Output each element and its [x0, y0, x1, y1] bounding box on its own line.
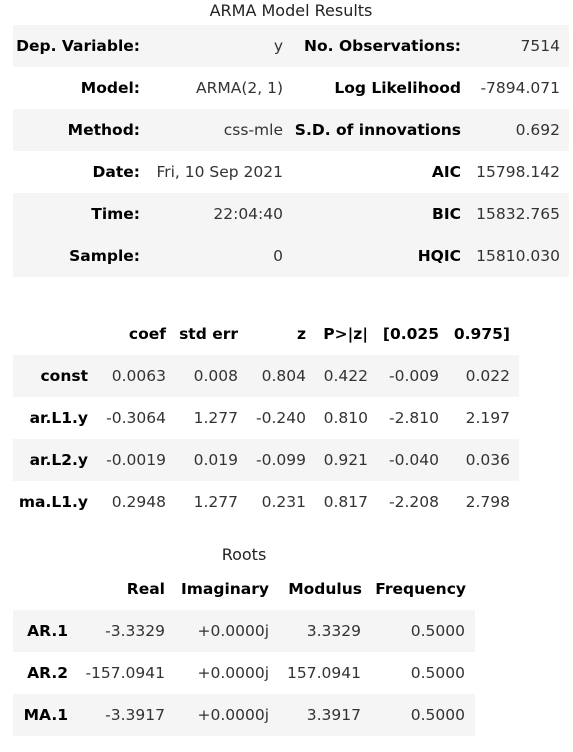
coef-header: [0.025 — [382, 325, 439, 343]
coef-cell: 0.0063 — [111, 367, 166, 385]
summary-label: HQIC — [417, 247, 461, 265]
summary-value: 22:04:40 — [213, 205, 283, 223]
summary-label: Date: — [92, 163, 140, 181]
roots-header: Modulus — [288, 580, 362, 598]
roots-header: Real — [126, 580, 165, 598]
summary-label: Sample: — [69, 247, 140, 265]
coef-cell: -2.810 — [389, 409, 439, 427]
summary-value: y — [273, 37, 283, 55]
table-row — [13, 694, 475, 736]
table-row — [13, 439, 519, 481]
coef-header: coef — [128, 325, 166, 343]
summary-label: No. Observations: — [304, 37, 461, 55]
root-cell: 3.3917 — [306, 706, 361, 724]
roots-header: Imaginary — [180, 580, 269, 598]
root-cell: -3.3329 — [105, 622, 165, 640]
coef-cell: 0.019 — [193, 451, 238, 469]
root-cell: +0.0000j — [197, 706, 269, 724]
root-cell: 0.5000 — [410, 664, 465, 682]
summary-value: css-mle — [223, 121, 283, 139]
summary-value: 0 — [273, 247, 283, 265]
summary-label: Time: — [91, 205, 140, 223]
summary-label: Model: — [80, 79, 140, 97]
summary-label: Log Likelihood — [334, 79, 461, 97]
summary-label: BIC — [432, 205, 461, 223]
root-cell: 0.5000 — [410, 622, 465, 640]
summary-value: ARMA(2, 1) — [195, 79, 283, 97]
coef-name: const — [40, 367, 88, 385]
table-row — [13, 397, 519, 439]
coef-cell: -0.040 — [389, 451, 439, 469]
coef-cell: 0.022 — [465, 367, 510, 385]
root-cell: +0.0000j — [197, 664, 269, 682]
coef-cell: 0.921 — [323, 451, 368, 469]
summary-label: Method: — [67, 121, 140, 139]
summary-label: AIC — [431, 163, 461, 181]
summary-value: 15832.765 — [476, 205, 560, 223]
root-cell: -3.3917 — [105, 706, 165, 724]
coef-cell: -2.208 — [389, 493, 439, 511]
root-cell: +0.0000j — [197, 622, 269, 640]
coef-header: std err — [179, 325, 238, 343]
root-cell: 157.0941 — [287, 664, 361, 682]
table-row — [13, 610, 475, 652]
summary-value: Fri, 10 Sep 2021 — [156, 163, 283, 181]
summary-value: 15798.142 — [476, 163, 560, 181]
summary-row — [13, 109, 569, 151]
table-row — [13, 355, 519, 397]
summary-label: Dep. Variable: — [16, 37, 140, 55]
table-row — [13, 652, 475, 694]
coef-cell: 2.197 — [465, 409, 510, 427]
coef-name: ma.L1.y — [18, 493, 88, 511]
coef-cell: -0.0019 — [106, 451, 166, 469]
coef-cell: 2.798 — [465, 493, 510, 511]
coef-cell: -0.099 — [256, 451, 306, 469]
coef-cell: 0.422 — [323, 367, 368, 385]
summary-value: 15810.030 — [476, 247, 560, 265]
summary-value: 7514 — [520, 37, 560, 55]
coef-cell: 0.804 — [261, 367, 306, 385]
summary-caption: ARMA Model Results — [209, 1, 373, 20]
root-name: AR.2 — [27, 664, 68, 682]
root-cell: -157.0941 — [85, 664, 165, 682]
summary-row — [13, 67, 569, 109]
root-cell: 0.5000 — [410, 706, 465, 724]
coef-cell: -0.009 — [389, 367, 439, 385]
summary-row — [13, 193, 569, 235]
table-row — [13, 481, 519, 523]
root-name: MA.1 — [23, 706, 68, 724]
summary-row — [13, 235, 569, 277]
roots-header: Frequency — [375, 580, 466, 598]
root-cell: 3.3329 — [306, 622, 361, 640]
summary-value: 0.692 — [515, 121, 560, 139]
coef-cell: -0.240 — [256, 409, 306, 427]
coef-name: ar.L1.y — [29, 409, 88, 427]
coef-header: z — [296, 325, 306, 343]
coef-cell: 0.810 — [323, 409, 368, 427]
coef-cell: 1.277 — [193, 409, 238, 427]
coef-cell: 0.008 — [193, 367, 238, 385]
coef-cell: 0.231 — [261, 493, 306, 511]
summary-value: -7894.071 — [480, 79, 560, 97]
coef-header: 0.975] — [453, 325, 510, 343]
coef-cell: 1.277 — [193, 493, 238, 511]
roots-caption: Roots — [221, 545, 267, 564]
coef-name: ar.L2.y — [29, 451, 88, 469]
coef-cell: 0.2948 — [111, 493, 166, 511]
root-name: AR.1 — [27, 622, 68, 640]
summary-label: S.D. of innovations — [294, 121, 461, 139]
summary-row — [13, 25, 569, 67]
coef-cell: 0.817 — [323, 493, 368, 511]
coef-header: P>|z| — [323, 325, 368, 343]
summary-row — [13, 151, 569, 193]
coef-cell: 0.036 — [465, 451, 510, 469]
coef-cell: -0.3064 — [106, 409, 166, 427]
